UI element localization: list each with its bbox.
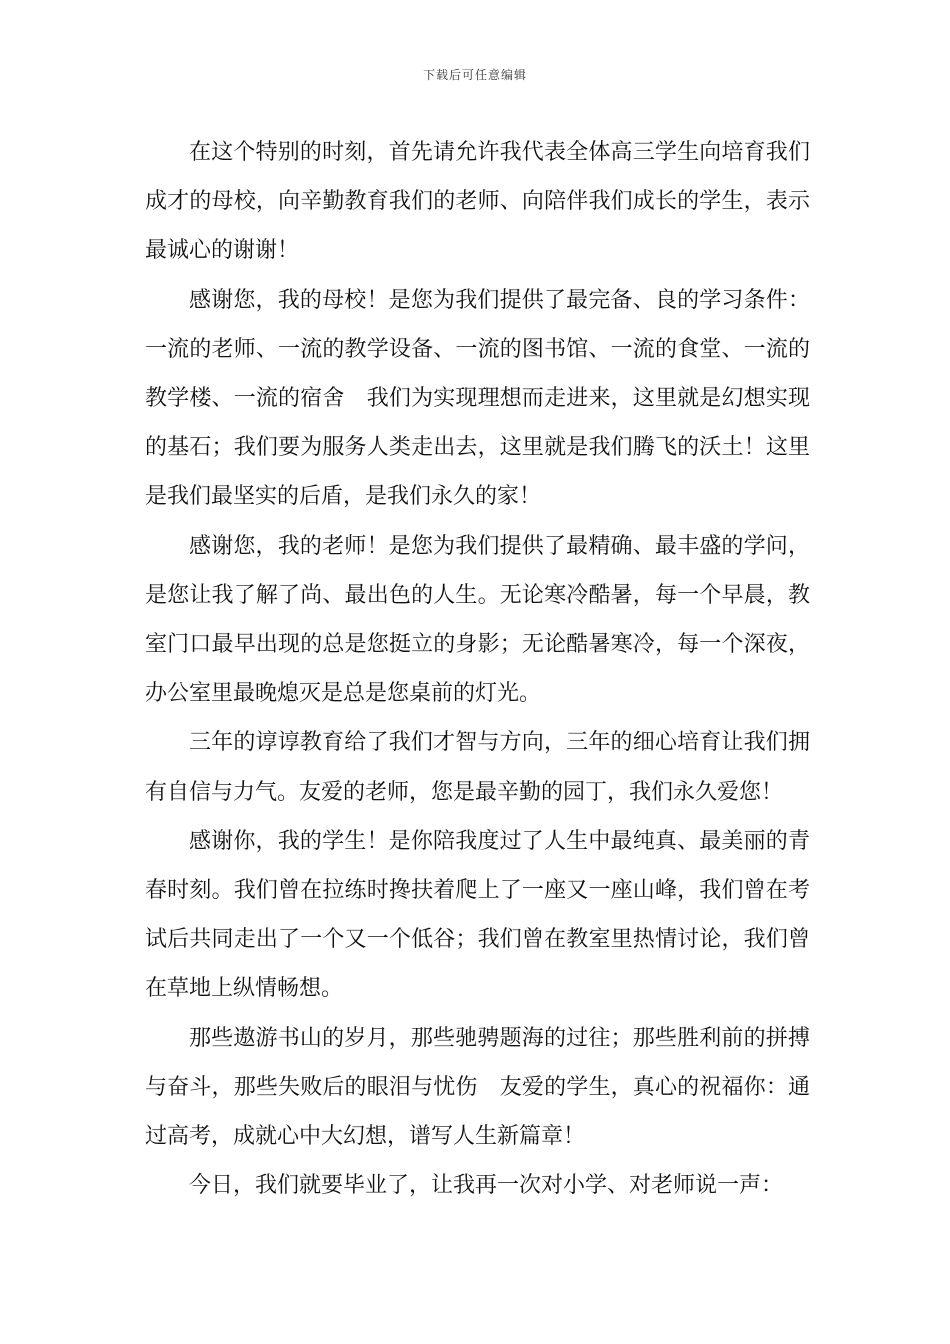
paragraph-1: 在这个特别的时刻，首先请允许我代表全体高三学生向培育我们成才的母校，向辛勤教育我们的老师、向陪伴我们成长的学生，表示最诚心的谢谢！	[145, 140, 810, 264]
header-note: 下载后可任意编辑	[422, 68, 527, 82]
paragraph-2: 感谢您，我的母校！是您为我们提供了最完备、良的学习条件：一流的老师、一流的教学设备、一流的图书馆、一流的食堂、一流的教学楼、一流的宿舍 我们为实现理想而走进来，这里就是幻想实现的基石；我们要为服务人类走出去，这里就是我们腾飞的沃土！这里是我们最坚实的后盾，是我们永久的家！	[145, 287, 810, 510]
document-body	[145, 128, 810, 1210]
paragraph-3: 感谢您，我的老师！是您为我们提供了最精确、最丰盛的学问，是您让我了解了尚、最出色的人生。无论寒冷酷暑，每一个早晨，教室门口最早出现的总是您挺立的身影；无论酷暑寒冷，每一个深夜，办公室里最晚熄灭是总是您桌前的灯光。	[145, 533, 810, 707]
paragraph-5: 感谢你，我的学生！是你陪我度过了人生中最纯真、最美丽的青春时刻。我们曾在拉练时搀扶着爬上了一座又一座山峰，我们曾在考试后共同走出了一个又一个低谷；我们曾在教室里热情讨论，我们曾在草地上纵情畅想。	[145, 828, 810, 1002]
paragraph-6: 那些遨游书山的岁月，那些驰骋题海的过往；那些胜利前的拼搏与奋斗，那些失败后的眼泪与忧伤 友爱的学生，真心的祝福你：通过高考，成就心中大幻想，谱写人生新篇章！	[145, 1025, 810, 1150]
paragraph-4: 三年的谆谆教育给了我们才智与方向，三年的细心培育让我们拥有自信与力气。友爱的老师，您是最辛勤的园丁，我们永久爱您！	[145, 730, 810, 805]
paragraph-7: 今日，我们就要毕业了，让我再一次对小学、对老师说一声：	[189, 1173, 784, 1199]
